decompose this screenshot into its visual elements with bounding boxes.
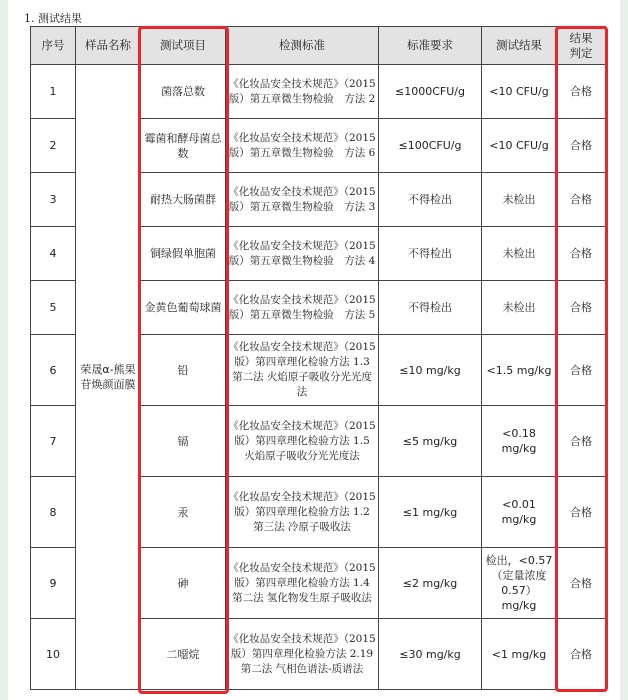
row-judgment: 合格 [557,406,606,477]
row-judgment: 合格 [557,227,606,281]
header-judgment-line1: 结果 [569,30,593,45]
header-judgment-line2: 判定 [569,45,593,60]
row-judgment: 合格 [557,65,606,119]
row-item: 霉菌和酵母菌总数 [141,119,226,173]
row-item: 镉 [141,406,226,477]
row-no: 9 [31,548,76,619]
row-item: 铜绿假单胞菌 [141,227,226,281]
row-requirement: 不得检出 [379,281,482,335]
row-requirement: ≤1000CFU/g [379,65,482,119]
row-judgment: 合格 [557,335,606,406]
row-requirement: 不得检出 [379,173,482,227]
row-standard: 《化妆品安全技术规范》（2015 版）第五章微生物检验 方法 4 [226,227,379,281]
section-title: 1. 测试结果 [24,12,82,25]
row-requirement: 不得检出 [379,227,482,281]
table-row [31,65,606,119]
header-item: 测试项目 [141,27,226,65]
row-standard: 《化妆品安全技术规范》（2015 版）第五章微生物检验 方法 2 [226,65,379,119]
row-result: 检出，<0.57（定量浓度 0.57）mg/kg [482,548,557,619]
row-requirement: ≤1 mg/kg [379,477,482,548]
row-item: 金黄色葡萄球菌 [141,281,226,335]
row-judgment: 合格 [557,477,606,548]
header-requirement: 标准要求 [379,27,482,65]
test-results-table [30,26,606,690]
row-no: 2 [31,119,76,173]
row-no: 1 [31,65,76,119]
header-result: 测试结果 [482,27,557,65]
row-item: 铅 [141,335,226,406]
row-requirement: ≤30 mg/kg [379,619,482,690]
row-standard: 《化妆品安全技术规范》（2015 版）第五章微生物检验 方法 3 [226,173,379,227]
row-judgment: 合格 [557,548,606,619]
row-item: 汞 [141,477,226,548]
row-no: 8 [31,477,76,548]
header-judgment [557,27,606,65]
row-standard: 《化妆品安全技术规范》（2015 版）第五章微生物检验 方法 5 [226,281,379,335]
row-result: <0.01 mg/kg [482,477,557,548]
row-judgment: 合格 [557,119,606,173]
row-requirement: ≤10 mg/kg [379,335,482,406]
row-result: 未检出 [482,227,557,281]
row-judgment: 合格 [557,281,606,335]
row-requirement: ≤2 mg/kg [379,548,482,619]
row-item: 菌落总数 [141,65,226,119]
row-result: <10 CFU/g [482,65,557,119]
row-no: 6 [31,335,76,406]
header-sample: 样品名称 [76,27,141,65]
header-row [31,27,606,65]
row-no: 4 [31,227,76,281]
row-no: 3 [31,173,76,227]
row-judgment: 合格 [557,173,606,227]
row-result: <10 CFU/g [482,119,557,173]
row-item: 二噁烷 [141,619,226,690]
row-requirement: ≤100CFU/g [379,119,482,173]
row-standard: 《化妆品安全技术规范》（2015 版）第四章理化检验方法 1.2 第三法 冷原子吸收法 [226,477,379,548]
row-result: 未检出 [482,173,557,227]
sample-name: 荣晟α-熊果苷焕颜面膜 [76,65,141,690]
row-item: 耐热大肠菌群 [141,173,226,227]
row-no: 10 [31,619,76,690]
row-standard: 《化妆品安全技术规范》（2015 版）第四章理化检验方法 1.3 第二法 火焰原子吸收分光光度法 [226,335,379,406]
row-result: <1.5 mg/kg [482,335,557,406]
row-item: 砷 [141,548,226,619]
row-standard: 《化妆品安全技术规范》（2015 版）第四章理化检验方法 1.5 火焰原子吸收分光光度法 [226,406,379,477]
row-result: <1 mg/kg [482,619,557,690]
row-standard: 《化妆品安全技术规范》（2015 版）第四章理化检验方法 1.4 第二法 氢化物发生原子吸收法 [226,548,379,619]
row-no: 5 [31,281,76,335]
row-standard: 《化妆品安全技术规范》（2015 版）第四章理化检验方法 2.19 第二法 气相色谱法-质谱法 [226,619,379,690]
header-no: 序号 [31,27,76,65]
row-result: 未检出 [482,281,557,335]
header-standard: 检测标准 [226,27,379,65]
row-judgment: 合格 [557,619,606,690]
row-no: 7 [31,406,76,477]
row-standard: 《化妆品安全技术规范》（2015 版）第五章微生物检验 方法 6 [226,119,379,173]
row-result: <0.18 mg/kg [482,406,557,477]
row-requirement: ≤5 mg/kg [379,406,482,477]
